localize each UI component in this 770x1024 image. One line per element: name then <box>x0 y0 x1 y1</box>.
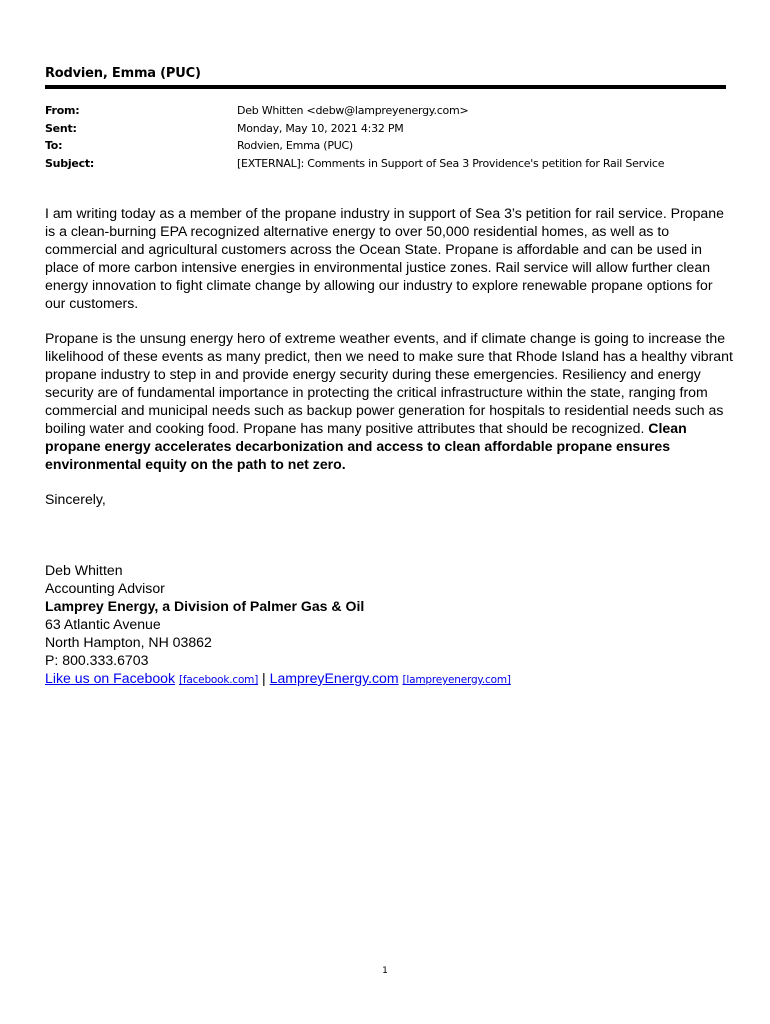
signature-street: 63 Atlantic Avenue <box>45 616 161 632</box>
subject-value: [EXTERNAL]: Comments in Support of Sea 3 Providence's petition for Rail Service <box>237 156 665 170</box>
to-label: To: <box>45 139 63 152</box>
signature-title: Accounting Advisor <box>45 580 165 596</box>
signature-company: Lamprey Energy, a Division of Palmer Gas & Oil <box>45 598 365 614</box>
from-value: Deb Whitten <debw@lampreyenergy.com> <box>237 104 469 117</box>
body-paragraph-2-text: Propane is the unsung energy hero of extreme weather events, and if climate change is going to increase the likelihood of these events as many predict, then we need to make sure that Rhode Island has a healthy vibrant propane industry to step in and provide energy security during these emergencies. Resiliency and energy security are of fundamental importance in protecting the critical infrastructure within the state, ranging from commercial and municipal needs such as backup power generation for hospitals to residential needs such as boiling water and cooking food. Propane has many positive attributes that should be recognized. <box>45 330 733 436</box>
page-number: 1 <box>382 966 388 976</box>
signature-links <box>45 669 735 689</box>
sent-value: Monday, May 10, 2021 4:32 PM <box>237 121 404 135</box>
sent-row <box>45 120 726 138</box>
mailbox-owner-name: Rodvien, Emma (PUC) <box>45 66 201 81</box>
sent-label: Sent: <box>45 121 77 135</box>
from-row <box>45 102 726 120</box>
body-paragraph-1: I am writing today as a member of the propane industry in support of Sea 3’s petition for rail service. Propane is a clean-burning EPA recognized alternative energy to over 50,000 residential homes, as well as to commercial and agricultural customers across the Ocean State. Propane is affordable and can be used in place of more carbon intensive energies in environmental justice zones. Rail service will allow further clean energy innovation to fight climate change by allowing our industry to explore renewable propane options for our customers. <box>45 205 724 311</box>
website-link-note[interactable]: [lampreyenergy.com] <box>402 674 511 686</box>
facebook-link-note[interactable]: [facebook.com] <box>178 674 259 686</box>
signature-city: North Hampton, NH 03862 <box>45 634 212 650</box>
website-link[interactable]: LampreyEnergy.com <box>269 670 399 686</box>
email-header-block <box>45 102 726 172</box>
link-separator: | <box>262 670 266 686</box>
to-row <box>45 137 726 155</box>
signature-block <box>45 561 735 689</box>
email-body <box>45 205 735 527</box>
closing-text: Sincerely, <box>45 491 106 508</box>
subject-label: Subject: <box>45 156 95 170</box>
facebook-link[interactable]: Like us on Facebook <box>45 670 176 686</box>
body-paragraph-2-bold: Clean propane energy accelerates decarbonization and access to clean affordable propane ensures environmental equity on the path to net zero. <box>45 419 687 472</box>
to-value: Rodvien, Emma (PUC) <box>237 139 353 152</box>
body-paragraph-2 <box>45 330 735 473</box>
from-label: From: <box>45 104 80 117</box>
subject-row <box>45 155 726 173</box>
signature-name: Deb Whitten <box>45 562 123 578</box>
signature-phone: P: 800.333.6703 <box>45 652 149 668</box>
header-divider <box>45 85 726 89</box>
